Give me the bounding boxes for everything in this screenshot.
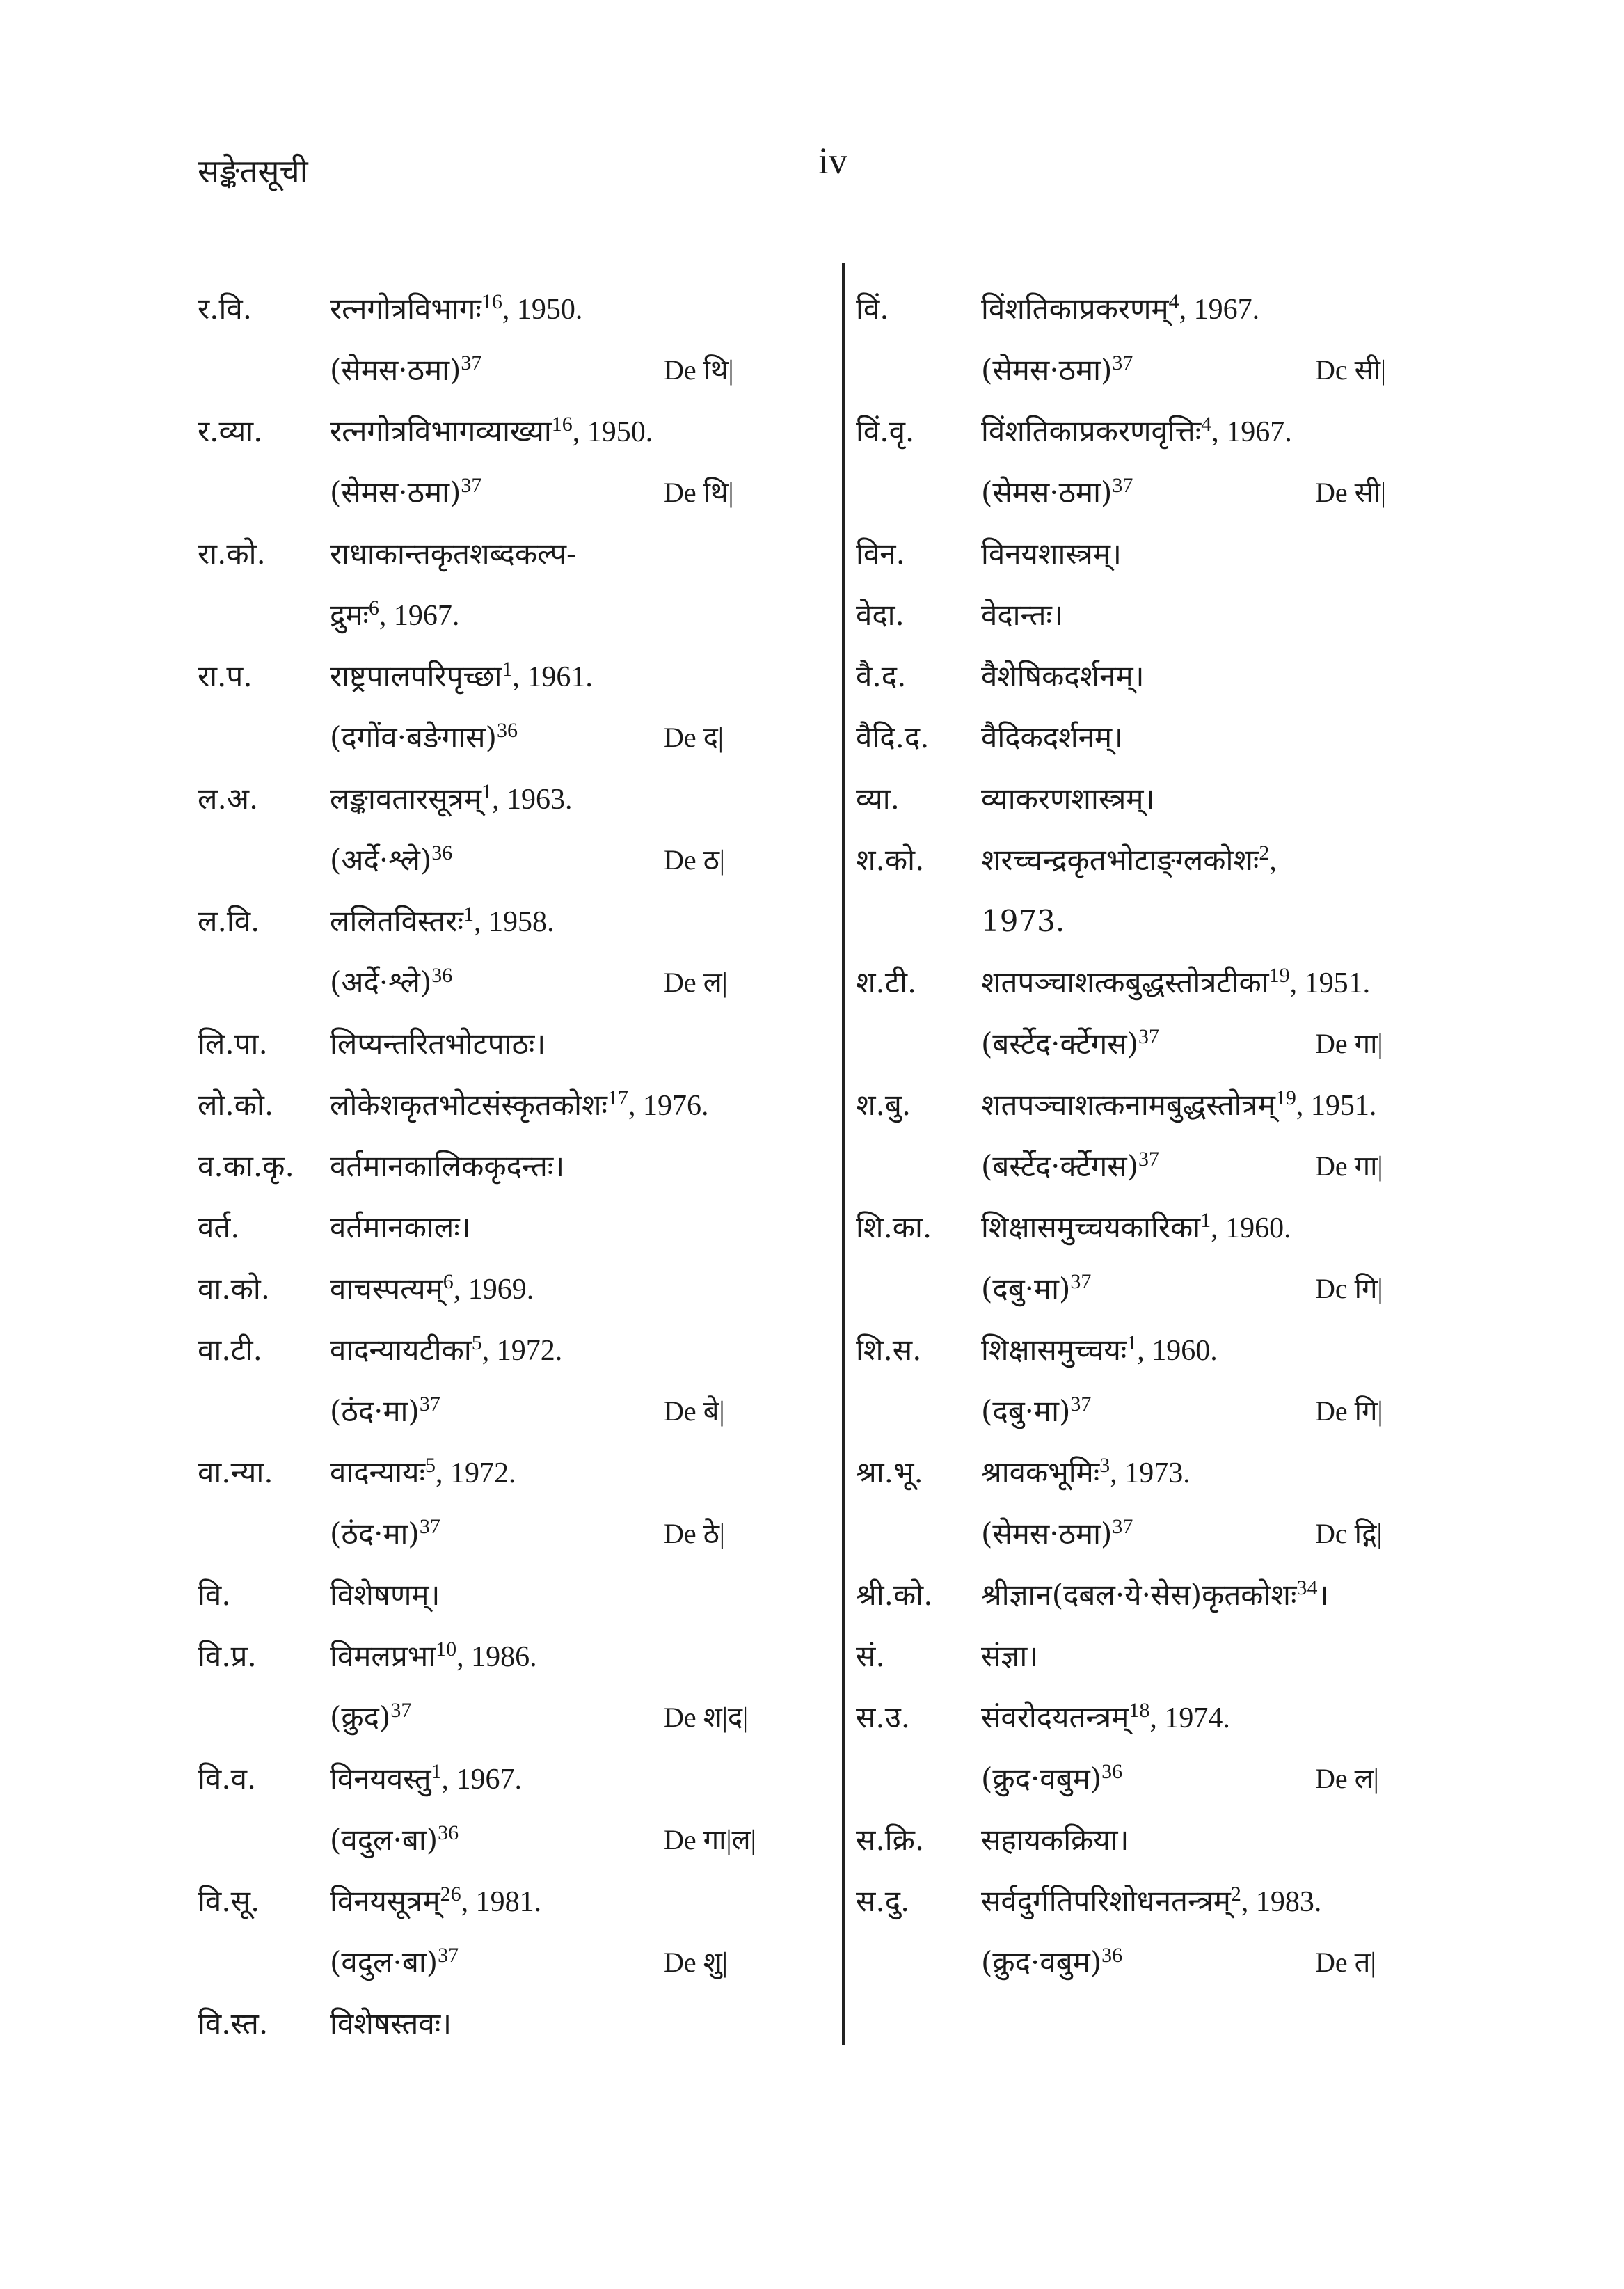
abbreviation-entry [198,646,824,768]
entry-line [330,1626,824,1687]
footnote-ref: 36 [1101,1944,1123,1967]
abbreviation: वर्त. [198,1210,240,1244]
entry-line [330,891,824,952]
abbreviation-entry [198,1075,824,1136]
abbreviation-entry [856,1871,1510,1993]
derge-reference: De द| [664,722,724,753]
footnote-ref: 37 [1070,1270,1092,1293]
abbreviation-entry [856,646,1510,707]
abbreviation-entry [198,1871,824,1993]
footnote-ref: 37 [461,474,482,497]
entry-line [330,1197,824,1258]
derge-reference: Dc सी| [1315,354,1387,386]
abbreviation: लो.को. [198,1088,274,1122]
footnote-ref: 6 [368,596,379,619]
entry-text: (दबु·मा) [981,1394,1071,1428]
footnote-ref: 4 [1201,413,1212,436]
entry-text: 1973. [981,904,1065,938]
entry-text: वादन्यायटीका [330,1333,472,1367]
entry-line [330,1748,824,1809]
entry-text: विनयवस्तु [330,1761,431,1796]
footnote-ref: 37 [419,1515,440,1538]
entry-text: विमलप्रभा [330,1639,436,1673]
entry-line [981,1626,1510,1687]
footnote-ref: 4 [1168,290,1179,313]
abbreviation: ल.वि. [198,904,260,938]
entry-line [330,340,824,401]
entry-text: वर्तमानकालः। [330,1210,471,1244]
footnote-ref: 17 [607,1086,629,1109]
entry-line [330,952,824,1013]
abbreviation: श्रा.भू. [856,1455,923,1489]
entry-text: विंशतिकाप्रकरणम् [981,292,1169,326]
footnote-ref: 37 [390,1699,412,1722]
entry-line [981,1687,1510,1748]
abbreviation: विं.वृ. [856,414,915,448]
abbreviation: वा.टी. [198,1333,262,1367]
entry-year: , 1961. [512,661,593,693]
entry-text: वैदिकदर्शनम्। [981,720,1123,754]
entry-line [981,340,1510,401]
entry-text: द्रुमः [330,598,369,632]
abbreviation-entry [856,1197,1510,1320]
abbreviation: श्री.को. [856,1578,933,1612]
entry-line [981,1013,1510,1075]
footnote-ref: 16 [481,290,502,313]
entry-text: विनयसूत्रम् [330,1884,440,1918]
entry-text: (दगोंव·बङेगास) [330,720,497,754]
entry-line [981,1381,1510,1442]
page-header-title: सङ्केतसूची [198,152,308,190]
footnote-ref: 1 [1200,1209,1211,1232]
derge-reference: De ल| [1315,1763,1379,1794]
abbreviation-entry [198,278,824,401]
entry-line [330,1075,824,1136]
entry-year: , 1950. [502,294,583,326]
abbreviation-entry [856,401,1510,523]
entry-year: , 1969. [453,1274,534,1306]
abbreviation-entry [198,401,824,523]
abbreviation-entry [198,768,824,891]
entry-line [981,1258,1510,1320]
abbreviation: वि.सू. [198,1884,260,1918]
abbreviation-entry [856,1565,1510,1626]
entry-text: वादन्यायः [330,1455,426,1489]
entry-text: विशेषस्तवः। [330,2006,452,2041]
footnote-ref: 37 [419,1393,440,1416]
abbreviation: व.का.कृ. [198,1149,294,1183]
entry-line [981,1809,1510,1871]
entry-text: श्रावकभूमिः [981,1455,1100,1489]
abbreviation: रा.को. [198,537,266,571]
abbreviation: र.वि. [198,292,253,326]
entry-text: (ठंद·मा) [330,1394,420,1428]
abbreviation-entry [856,1075,1510,1197]
entry-year: , [1269,845,1277,877]
abbreviation: विं. [856,292,889,326]
entry-text: (दबु·मा) [981,1272,1071,1306]
entry-text: (सेमस·ठमा) [981,475,1113,509]
abbreviation-entry [198,1136,824,1197]
abbreviation: विन. [856,537,905,571]
abbreviation: वि.प्र. [198,1639,257,1673]
abbreviation-entry [856,1626,1510,1687]
footnote-ref: 37 [438,1944,459,1967]
entry-line [330,1136,824,1197]
derge-reference: Dc गि| [1315,1273,1383,1304]
abbreviation-entry [198,1013,824,1075]
footnote-ref: 36 [431,964,453,987]
footnote-ref: 34 [1296,1576,1318,1599]
entry-line [981,1565,1510,1626]
abbreviation: वा.को. [198,1272,271,1306]
footnote-ref: 37 [461,351,482,374]
derge-reference: De ठ| [664,844,725,876]
entry-line [330,1687,824,1748]
abbreviation: ल.अ. [198,782,259,816]
entry-line [981,1197,1510,1258]
footnote-ref: 37 [1070,1393,1092,1416]
footnote-ref: 2 [1230,1883,1241,1906]
abbreviation: श.बु. [856,1088,911,1122]
entry-year: , 1974. [1149,1702,1230,1734]
entry-text: (ठंद·मा) [330,1516,420,1551]
derge-reference: De गि| [1315,1395,1383,1427]
footnote-ref: 37 [1112,351,1133,374]
footnote-ref: 26 [440,1883,461,1906]
footnote-ref: 5 [425,1454,436,1477]
entry-text: (अर्दे·श्ले) [330,843,432,877]
entry-line [981,952,1510,1013]
derge-reference: De सी| [1315,477,1387,508]
entry-text: शरच्चन्द्रकृतभोटाङ्ग्लकोशः [981,843,1259,877]
left-column [198,278,824,2054]
entry-line [981,1503,1510,1565]
abbreviation-entry [198,1748,824,1871]
abbreviation: वि.व. [198,1761,257,1796]
column-divider [842,263,845,2045]
entry-text: (सेमस·ठमा) [981,353,1113,387]
entry-line [330,646,824,707]
derge-reference: De गा| [1315,1150,1383,1182]
abbreviation: वि.स्त. [198,2006,269,2041]
footnote-ref: 36 [438,1821,459,1844]
entry-text: शिक्षासमुच्चयकारिका [981,1210,1201,1244]
abbreviation: वै.द. [856,659,907,693]
abbreviation: शि.स. [856,1333,922,1367]
entry-year: , 1967. [441,1764,523,1796]
derge-reference: De त| [1315,1947,1376,1978]
entry-line [330,462,824,523]
abbreviation-entry [856,1809,1510,1871]
abbreviation-entry [198,1442,824,1565]
footnote-ref: 19 [1275,1086,1296,1109]
abbreviation: शि.का. [856,1210,932,1244]
abbreviation: वैदि.द. [856,720,930,754]
entry-year: , 1986. [456,1641,537,1673]
footnote-ref: 37 [1138,1025,1160,1048]
footnote-ref: 10 [436,1638,457,1661]
abbreviation-entry [198,891,824,1013]
entry-line [330,1809,824,1871]
entry-line [330,401,824,462]
entry-line [981,891,1510,952]
derge-reference: De गा| [1315,1028,1383,1059]
abbreviation-entry [198,523,824,646]
abbreviation: वेदा. [856,598,905,632]
entry-line [981,401,1510,462]
entry-line [981,768,1510,830]
entry-line [981,646,1510,707]
abbreviation-entry [856,707,1510,768]
entry-text: (वदुल·बा) [330,1823,438,1857]
entry-year: , 1950. [572,416,653,448]
entry-year: । [1317,1580,1329,1612]
entry-year: , 1967. [379,600,460,632]
footnote-ref: 16 [551,413,573,436]
entry-text: (सेमस·ठमा) [981,1516,1113,1551]
derge-reference: De गा|ल| [664,1824,756,1855]
derge-reference: De ठे| [664,1518,725,1549]
entry-line [981,1748,1510,1809]
footnote-ref: 5 [471,1331,482,1354]
entry-year: , 1958. [473,906,555,938]
abbreviation-entry [198,1626,824,1748]
derge-reference: De श|द| [664,1702,749,1733]
entry-text: सर्वदुर्गतिपरिशोधनतन्त्रम् [981,1884,1231,1918]
entry-text: (सेमस·ठमा) [330,475,461,509]
entry-line [330,1932,824,1993]
abbreviation-entry [856,1687,1510,1809]
entry-line [330,1503,824,1565]
entry-text: (क्रुद·वबुम) [981,1761,1102,1796]
footnote-ref: 1 [481,780,492,803]
abbreviation: सं. [856,1639,885,1673]
abbreviation-entry [856,768,1510,830]
entry-line [981,462,1510,523]
entry-text: संज्ञा। [981,1639,1039,1673]
entry-text: वेदान्तः। [981,598,1063,632]
entry-text: लिप्यन्तरितभोटपाठः। [330,1027,546,1061]
entry-text: संवरोदयतन्त्रम् [981,1700,1129,1734]
entry-line [330,278,824,340]
entry-line [981,585,1510,646]
entry-line [330,1013,824,1075]
entry-text: (क्रुद) [330,1700,391,1734]
entry-line [981,1932,1510,1993]
entry-text: व्याकरणशास्त्रम्। [981,782,1155,816]
entry-text: (बर्स्टेद·र्क्टेगस) [981,1027,1139,1061]
abbreviation: वा.न्या. [198,1455,273,1489]
abbreviation-entry [198,1197,824,1258]
entry-text: वाचस्पत्यम् [330,1272,443,1306]
entry-text: विशेषणम्। [330,1578,440,1612]
entry-year: , 1967. [1179,294,1260,326]
entry-year: , 1960. [1137,1335,1218,1367]
entry-text: श्रीज्ञान(दबल·ये·सेस)कृतकोशः [981,1578,1297,1612]
right-column [856,278,1510,1993]
entry-line [981,1871,1510,1932]
derge-reference: De थि| [664,477,734,508]
entry-year: , 1976. [628,1090,709,1122]
derge-reference: De शु| [664,1947,728,1978]
abbreviation-entry [198,1258,824,1320]
entry-text: रत्नगोत्रविभागव्याख्या [330,414,552,448]
footnote-ref: 36 [431,841,453,864]
abbreviation-entry [198,1320,824,1442]
entry-line [330,830,824,891]
footnote-ref: 1 [1127,1331,1138,1354]
footnote-ref: 37 [1112,1515,1133,1538]
abbreviation-entry [198,1993,824,2054]
footnote-ref: 37 [1138,1148,1160,1171]
abbreviation: श.को. [856,843,925,877]
entry-text: वैशेषिकदर्शनम्। [981,659,1145,693]
entry-line [981,278,1510,340]
abbreviation: स.क्रि. [856,1823,925,1857]
entry-line [981,523,1510,585]
derge-reference: De थि| [664,354,734,386]
footnote-ref: 1 [431,1760,442,1783]
entry-line [330,1993,824,2054]
entry-line [981,830,1510,891]
footnote-ref: 36 [1101,1760,1123,1783]
footnote-ref: 1 [502,658,513,681]
entry-text: ललितविस्तरः [330,904,463,938]
entry-line [981,1136,1510,1197]
abbreviation-entry [856,585,1510,646]
entry-text: (अर्दे·श्ले) [330,965,432,999]
entry-line [330,707,824,768]
page-number: iv [818,140,848,182]
entry-year: , 1967. [1211,416,1292,448]
abbreviation-entry [856,278,1510,401]
entry-line [330,1381,824,1442]
entry-text: वर्तमानकालिककृदन्तः। [330,1149,565,1183]
entry-line [981,1442,1510,1503]
abbreviation-entry [856,1442,1510,1565]
entry-line [981,1075,1510,1136]
footnote-ref: 6 [443,1270,454,1293]
entry-line [330,585,824,646]
footnote-ref: 1 [463,903,474,926]
derge-reference: De बे| [664,1395,725,1427]
footnote-ref: 37 [1112,474,1133,497]
entry-line [330,1258,824,1320]
entry-text: (सेमस·ठमा) [330,353,461,387]
entry-text: शतपञ्चाशत्कनामबुद्धस्तोत्रम् [981,1088,1275,1122]
abbreviation: श.टी. [856,965,917,999]
entry-text: सहायकक्रिया। [981,1823,1129,1857]
entry-text: शिक्षासमुच्चयः [981,1333,1127,1367]
abbreviation: रा.प. [198,659,253,693]
abbreviation: स.दु. [856,1884,910,1918]
entry-text: शतपञ्चाशत्कबुद्धस्तोत्रटीका [981,965,1269,999]
entry-line [330,1565,824,1626]
entry-year: , 1960. [1211,1212,1291,1244]
entry-line [981,707,1510,768]
abbreviation: स.उ. [856,1700,911,1734]
entry-text: (वदुल·बा) [330,1945,438,1979]
entry-text: राष्ट्रपालपरिपृच्छा [330,659,502,693]
entry-text: लोकेशकृतभोटसंस्कृतकोशः [330,1088,608,1122]
abbreviation-entry [856,830,1510,952]
entry-line [981,1320,1510,1381]
entry-year: , 1972. [436,1457,516,1489]
entry-year: , 1981. [461,1886,542,1918]
abbreviation-entry [856,1320,1510,1442]
entry-text: विनयशास्त्रम्। [981,537,1122,571]
abbreviation: लि.पा. [198,1027,268,1061]
entry-year: , 1983. [1241,1886,1322,1918]
entry-year: , 1972. [481,1335,563,1367]
abbreviation: व्या. [856,782,900,816]
entry-line [330,1320,824,1381]
entry-year: , 1973. [1110,1457,1191,1489]
entry-text: रत्नगोत्रविभागः [330,292,481,326]
entry-line [330,523,824,585]
entry-year: , 1951. [1289,967,1371,999]
abbreviation-entry [856,523,1510,585]
abbreviation-entry [856,952,1510,1075]
footnote-ref: 36 [496,719,518,742]
entry-year: , 1963. [491,784,573,816]
footnote-ref: 3 [1099,1454,1110,1477]
abbreviation: वि. [198,1578,231,1612]
entry-text: (बर्स्टेद·र्क्टेगस) [981,1149,1139,1183]
derge-reference: Dc द्गि| [1315,1518,1383,1549]
entry-line [330,1442,824,1503]
abbreviation-entry [198,1565,824,1626]
footnote-ref: 18 [1129,1699,1150,1722]
derge-reference: De ल| [664,967,728,998]
entry-year: , 1951. [1296,1090,1377,1122]
entry-line [330,768,824,830]
footnote-ref: 2 [1259,841,1270,864]
footnote-ref: 19 [1268,964,1290,987]
entry-text: (क्रुद·वबुम) [981,1945,1102,1979]
abbreviation: र.व्या. [198,414,263,448]
entry-text: राधाकान्तकृतशब्दकल्प- [330,537,577,571]
entry-line [330,1871,824,1932]
entry-text: लङ्कावतारसूत्रम् [330,782,481,816]
entry-text: विंशतिकाप्रकरणवृत्तिः [981,414,1202,448]
